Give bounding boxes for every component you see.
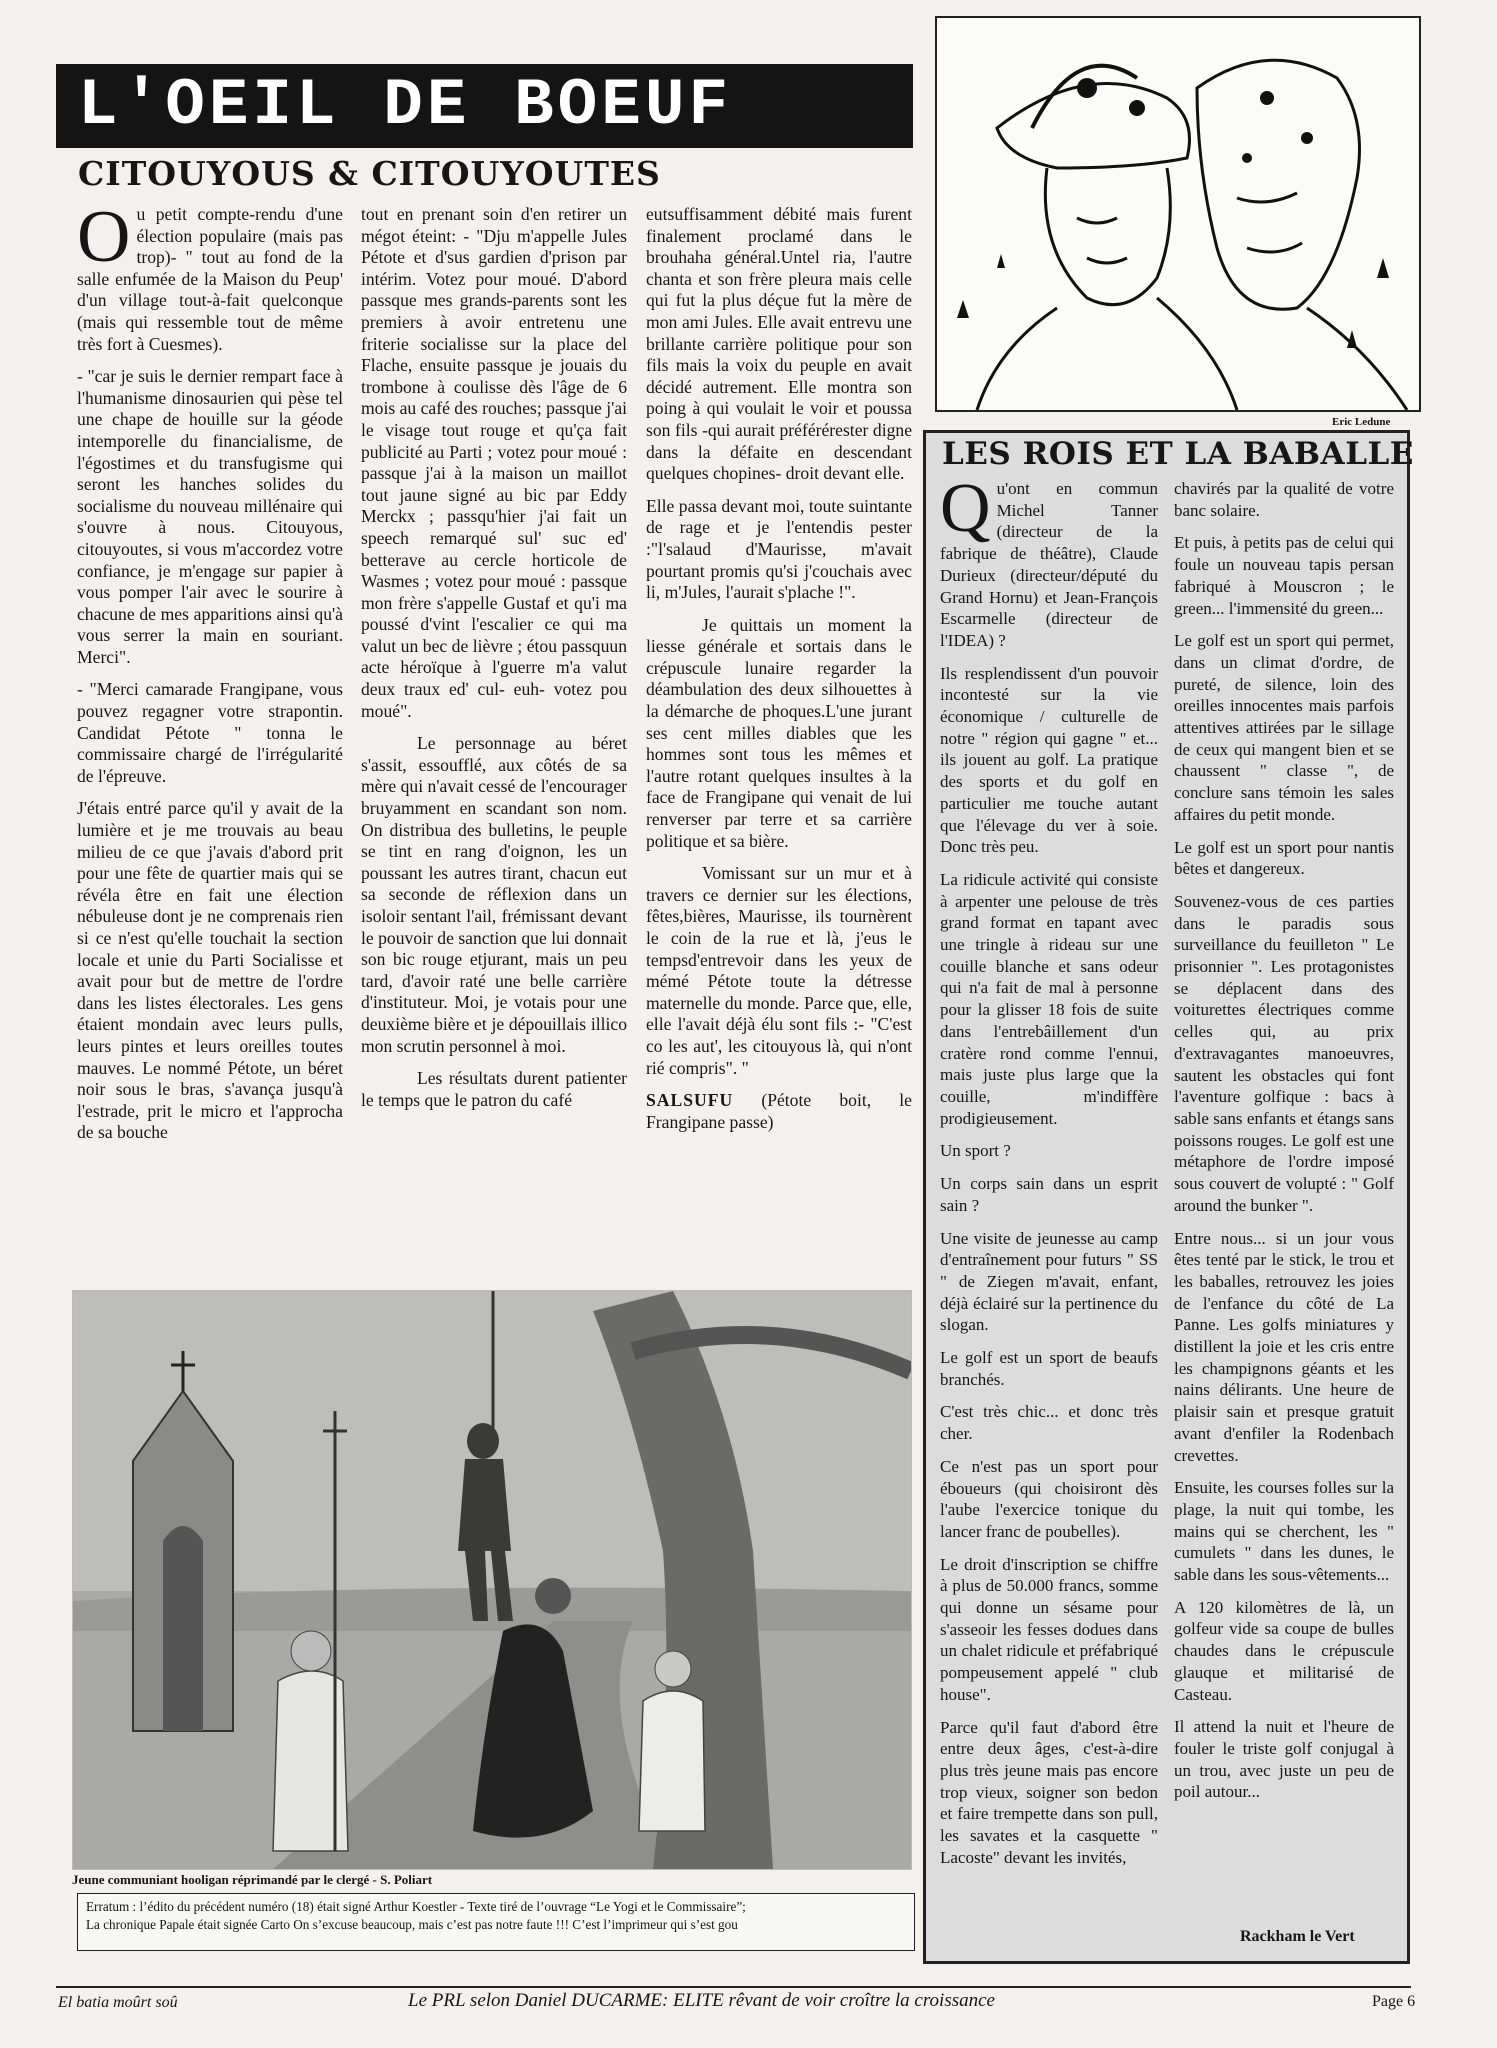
paragraph: Il attend la nuit et l'heure de fouler le triste golf conjugal à un trou, avec juste un peu de poil autour...	[1174, 1717, 1394, 1802]
erratum-line-1: Erratum : l’édito du précédent numéro (18) était signé Arthur Koestler - Texte tiré de l’ouvrage “Le Yogi et le Commissaire”;	[86, 1899, 746, 1914]
sidebar-headline: LES ROIS ET LA BABALLE	[942, 436, 1414, 472]
footer-divider	[56, 1986, 1411, 1988]
paragraph: Elle passa devant moi, toute suintante de rage et je l'entendis pester :"l'salaud d'Maurisse, m'avait pourtant promis qu'si j'couchais avec li, m'Jules, l'aurait s'plache !".	[646, 495, 912, 603]
paragraph: Ils resplendissent d'un pouvoir incontesté sur la vie économique / culturelle de notre " région qui gagne " et... ils jouent au golf. La pratique des sports et du golf en particulier me touche autant que l'élevage du ver à soie. Donc très peu.	[940, 663, 1158, 857]
paragraph: - "Merci camarade Frangipane, vous pouvez regagner votre strapontin. Candidat Pétote " tonna le commissaire chargé de l'irrégularité de l'épreuve.	[77, 679, 343, 786]
paragraph: Et puis, à petits pas de celui qui foule un nouveau tapis persan fabriqué à Mouscron ; le green... l'immensité du green...	[1174, 533, 1394, 618]
paragraph: Le droit d'inscription se chiffre à plus de 50.000 francs, somme qui donne un sésame pour s'asseoir les fesses dodues dans un chalet ridicule et préfabriqué pompeusement appelé " club house".	[940, 1554, 1158, 1704]
paragraph: Le golf est un sport de beaufs branchés.	[940, 1348, 1158, 1389]
paragraph: Un sport ?	[940, 1141, 1011, 1161]
paragraph: A 120 kilomètres de là, un golfeur vide sa coupe de bulles chaudes dans le crépuscule glauque et militarisé de Casteau.	[1174, 1597, 1394, 1704]
paragraph: Ce n'est pas un sport pour éboueurs (qui choisiront dès l'aube l'exercice tonique du lancer franc de poubelles).	[940, 1456, 1158, 1541]
sidebar-column-2	[1174, 478, 1394, 1938]
article-signature	[646, 1090, 912, 1133]
drop-cap: O	[77, 204, 131, 278]
sidebar-signature: Rackham le Vert	[1240, 1928, 1355, 1945]
erratum-box	[77, 1893, 915, 1951]
footer-tagline: Le PRL selon Daniel DUCARME: ELITE rêvant de voir croître la croissance	[408, 1990, 995, 2011]
paragraph: Une visite de jeunesse au camp d'entraînement pour futurs " SS " de Ziegen m'avait, enfant, déjà éclairé sur la pertinence du slogan.	[940, 1228, 1158, 1335]
signature-name: SALSUFU	[646, 1090, 734, 1111]
page-number: Page 6	[1372, 1993, 1416, 2010]
erratum-line-2: La chronique Papale était signée Carto On s’excuse beaucoup, mais c’est pas notre faute !!! C’est l’imprimeur qui s’est gou	[86, 1917, 738, 1932]
paragraph: u petit compte-rendu d'une élection populaire (mais pas trop)- " tout au fond de la salle enfumée de la Maison du Peup' d'un village tout-à-fait quelconque (mais qui ressemble tout de même très fort à Cuesmes).	[77, 204, 343, 354]
footer-publication-name: El batia moûrt soû	[58, 1994, 178, 2011]
signature-note: (Pétote boit, le Frangipane passe)	[646, 1090, 912, 1132]
paragraph: - "car je suis le dernier rempart face à l'humanisme dinosaurien qui pèse tel une chape de houille sur la géode intemporelle du financialisme, de l'égostimes et du transfugisme qui seront les hanches solides du socialisme du nouveau millénaire qui s'ouvre à nous. Citouyous, citouyoutes, si vous m'accordez votre confiance, je m'engage sur papier à vous pomper l'air avec le sourire à chacune de mes apparitions ainsi qu'à vous serrer la main en souriant. Merci".	[77, 366, 343, 667]
paragraph: Je quittais un moment la liesse générale et sortais dans le crépuscule lunaire regarder la déambulation des deux silhouettes à la démarche de phoques.L'une jurant ses cent milles diables que les hommes sont tous les mêmes et l'autre rotant quelques insultes à la face de Frangipane qui venait de lui renverser par terre et sa carrière politique et sa bière.	[646, 614, 912, 851]
painting-clergy-scene	[73, 1291, 911, 1869]
paragraph: Le golf est un sport qui permet, dans un climat d'ordre, de pureté, de silence, loin des oreilles innocentes mais parfois attentives attirées par le sillage de ceux qui mangent bien et se chaussent " classe ", de conclure sans témoin les sales affaires du petit monde.	[1174, 631, 1394, 824]
illustration-credit: Eric Ledune	[1332, 416, 1391, 428]
paragraph: eutsuffisamment débité mais furent finalement proclamé dans le brouhaha général.Untel ria, l'autre chanta et son frère pleura mais celle qui fut la plus déçue fut la mère de mon ami Jules. Elle avait entrevu une brillante carrière politique pour son fils mais la voix du peuple en avait décidé autrement. Elle montra son poing à qui voulait le voir et poussa son fils -qui aurait préférérester digne dans la défaite en descendant quelques chopines- droit devant elle.	[646, 204, 912, 484]
paragraph: Le personnage au béret s'assit, essoufflé, aux côtés de sa mère qui n'avait cessé de l'encourager bruyamment en scandant son nom. On distribua des bulletins, le peuple se tint en rang d'oignon, les un poussant les autres tirant, chacun eut sa seconde de réflexion dans un isoloir sentant l'ail, frémissant devant le pouvoir de sanction que lui donnait son bic rouge etjurant, mais un peu tard, d'avoir raté une belle carrière d'instituteur. Moi, je votais pour une deuxième bière et je dépouillais illico mon scrutin personnel à moi.	[361, 733, 627, 1056]
drop-cap: Q	[940, 478, 991, 547]
ink-drawing-figures	[937, 18, 1419, 410]
paragraph: Ensuite, les courses folles sur la plage, la nuit qui tombe, les mains qui se cherchent, les " cumulets " dans les dunes, le sable dans les sous-vêtements...	[1174, 1478, 1394, 1585]
paragraph: La ridicule activité qui consiste à arpenter une pelouse de très grand format en tapant avec une tringle à rideau sur une couille blanche et sans odeur qui n'a fait de mal à personne pour la glisser 18 fois de suite dans l'entrebâillement d'un cratère rond comme l'ennui, mais juste plus large que la couille, m'indiffère prodigieusement.	[940, 869, 1158, 1128]
paragraph: Les résultats durent patienter le temps que le patron du café	[361, 1068, 627, 1110]
illustration-communicant	[72, 1290, 912, 1870]
paragraph: Le golf est un sport pour nantis bêtes et dangereux.	[1174, 837, 1394, 879]
paragraph: C'est très chic... et donc très cher.	[940, 1402, 1158, 1444]
paragraph: Vomissant sur un mur et à travers ce dernier sur les élections, fêtes,bières, Maurisse, ils tournèrent le coin de la rue et là, j'eus le tempsd'entrevoir dans les yeux de mémé Pétote toute la détresse maternelle du monde. Parce que, elle, elle l'avait déjà élu sont fils :- "C'est co les aut', les citouyous là, qui n'ont rié compris". "	[646, 863, 912, 1078]
illustration-caption: Jeune communiant hooligan réprimandé par le clergé - S. Poliart	[72, 1872, 433, 1887]
paragraph: Parce qu'il faut d'abord être entre deux âges, c'est-à-dire plus très jeune mais pas encore trop vieux, soigner son bedon et faire trempette dans son pull, les savates et la casquette " Lacoste" devant les invités,	[940, 1717, 1158, 1867]
paragraph: tout en prenant soin d'en retirer un mégot éteint: - "Dju m'appelle Jules Pétote et d'sus gardien d'prison par intérim. Votez pour moué. D'abord passque mes grands-parents sont les premiers à avoir entretenu une friterie socialisse sur la place del Flache, ensuite passque je jouais du trombone à coulisse dès l'âge de 6 mois au café des rouches; passque j'ai le visage tout rouge et qu'ça fait publicité au Parti ; votez pour moué : passque j'ai à la maison un maillot tout jaune signé au bic par Eddy Merckx ; passqu'hier j'ai fait un speech remarqué sul' suc ed' betterave au cercle horticole de Wasmes ; votez pour moué : passque mon frère s'appelle Gustaf et qu'i ma poussé d'vint l'escalier ce qui ma valut un bec de lièvre ; étou passquun acte héroïque à l'guerre m'a valut deux traux ed' cul- euh- votez pou moué".	[361, 204, 627, 721]
paragraph: Souvenez-vous de ces parties dans le paradis sous surveillance du feuilleton " Le prisonnier ". Les protagonistes se déplacent dans des voiturettes électriques comme celles qui, au prix d'extravagantes manoeuvres, sautent les obstacles qui font l'aventure golfique : bacs à sable sans enfants et étangs sans poissons rouges. Le golf est une métaphore de l'ordre imposé sous couvert de volupté : " Golf around the bunker ".	[1174, 891, 1394, 1215]
article-column-1	[77, 204, 343, 1260]
paragraph: Un corps sain dans un esprit sain ?	[940, 1174, 1158, 1215]
sidebar-column-1	[940, 478, 1158, 1938]
main-article-headline: CITOUYOUS & CITOUYOUTES	[78, 154, 661, 193]
paragraph: Entre nous... si un jour vous êtes tenté par le stick, le trou et les baballes, retrouvez les joies de l'enfance du côté de La Panne. Les golfs miniatures y distillent la joie et les cris entre les champignons géants et les nains délirants. Une heure de plaisir sain et presque gratuit avant d'enfiler la Rodenbach crevettes.	[1174, 1228, 1394, 1465]
masthead-title: L'OEIL DE BOEUF	[56, 64, 913, 148]
paragraph: chavirés par la qualité de votre banc solaire.	[1174, 479, 1394, 520]
paragraph: J'étais entré parce qu'il y avait de la lumière et je me trouvais au beau milieu de ce que j'avais d'abord prit pour une fête de quartier mais qui se révéla être en fait une élection nébuleuse dont je ne comprenais rien si ce n'est qu'elle touchait la section locale et unie du Parti Socialisse et avait pour but de mettre de l'ordre dans les listes électorales. Les gens étaient mondain avec leurs pulls, leurs pintes et leurs oreilles toutes mauves. Le nommé Pétote, un béret noir sous le bras, s'avança jusqu'à l'estrade, prit le micro et l'approcha de sa bouche	[77, 798, 343, 1143]
paragraph: u'ont en commun Michel Tanner (directeur de la fabrique de théâtre), Claude Durieux (directeur/député du Grand Hornu) et Jean-François Escarmelle (directeur de l'IDEA) ?	[940, 479, 1158, 650]
article-column-2	[361, 204, 627, 1260]
article-column-3	[646, 204, 912, 1260]
illustration-two-figures	[935, 16, 1421, 412]
